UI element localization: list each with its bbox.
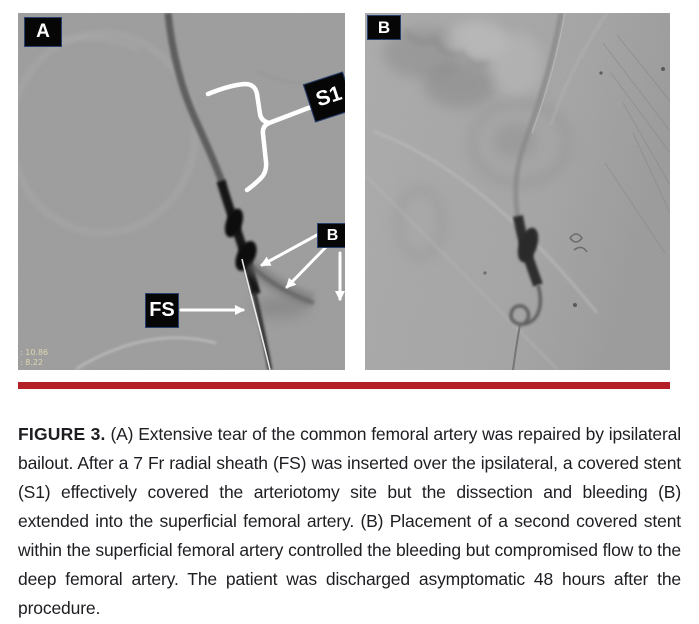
bleeding-b-label: B [317, 223, 345, 248]
figure-caption [18, 420, 681, 623]
dose-reading-line: : 8.22 [20, 357, 44, 367]
angiogram-b-image [365, 13, 670, 370]
dose-reading-line: : 10.86 [20, 348, 49, 357]
angiogram-a-image [18, 13, 345, 370]
panel-b [365, 13, 670, 370]
panel-a-letter-badge: A [24, 17, 62, 47]
dose-readings [20, 348, 48, 367]
panel-a [18, 13, 345, 370]
red-divider-rule [18, 382, 670, 389]
sheath-fs-label: FS [145, 293, 179, 328]
panel-b-letter-badge: B [367, 15, 401, 40]
figure-caption-body: (A) Extensive tear of the common femoral artery was repaired by ipsilateral bailout. After a 7 Fr radial sheath (FS) was inserted over the ipsilateral, a covered stent (S1) effectively covered the arteriotomy site but the dissection and bleeding (B) extended into the superficial femoral artery. (B) Placement of a second covered stent within the superficial femoral artery controlled the bleeding but compromised flow to the deep femoral artery. The patient was discharged asymptomatic 48 hours after the procedure. [18, 423, 681, 618]
figure-caption-number: FIGURE 3. [18, 423, 106, 444]
stent-s1-label: S1 [303, 71, 345, 122]
